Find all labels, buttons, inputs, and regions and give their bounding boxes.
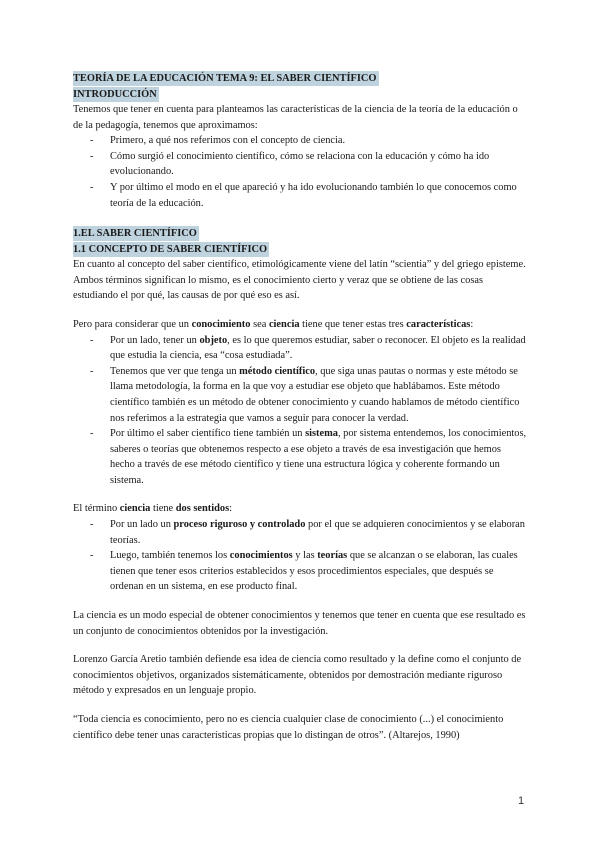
bold-term: características — [406, 318, 471, 330]
bold-term: ciencia — [119, 503, 151, 515]
paragraph: Lorenzo García Aretio también defiende esa idea de ciencia como resultado y la define como el conjunto de conocimientos objetivos, organizados sistemáticamente, obtenidos por demostración mediante riguroso método y expresados en un lenguaje propio. — [73, 654, 522, 697]
bold-term: sistema — [305, 428, 338, 440]
subsection-heading: 1.1 CONCEPTO DE SABER CIENTÍFICO — [73, 243, 268, 255]
list-item — [73, 517, 528, 548]
bold-term: proceso riguroso y controlado — [173, 519, 306, 531]
characteristics-list — [73, 333, 528, 489]
bold-term: conocimientos — [229, 550, 293, 562]
list-item — [73, 333, 528, 364]
text-run: Por último el saber científico tiene también un — [110, 428, 306, 440]
document-title: TEORÍA DE LA EDUCACIÓN TEMA 9: EL SABER CIENTÍFICO — [73, 73, 377, 84]
bold-term: dos sentidos — [175, 503, 230, 515]
text-run: Por un lado, tener un — [110, 334, 200, 346]
list-item — [73, 364, 528, 426]
paragraph: Ambos términos significan lo mismo, es el conocimiento cierto y veraz que se obtiene de las cosas estudiando el por qué, las causas de por qué eso es así. — [73, 274, 484, 302]
senses-list — [73, 517, 528, 595]
list-item — [73, 426, 528, 488]
section-heading: 1.EL SABER CIENTÍFICO — [73, 228, 197, 240]
text-run: Pero para considerar que un — [73, 318, 192, 330]
bold-term: objeto — [199, 334, 228, 346]
text-run: Luego, también tenemos los — [110, 550, 230, 562]
paragraph — [73, 317, 528, 333]
text-run: , que siga unas pautas o normas y este método se llama metodología, la forma en la que voy a estudiar ese objeto que hablábamos. Este método científico también es un método de obtener conocimiento y cuando hablamos de método científico nos referimos a la estrategia que vamos a seguir para conocer la verdad. — [110, 365, 520, 424]
intro-heading: INTRODUCCIÓN — [73, 88, 157, 100]
list-item: - Primero, a qué nos referimos con el concepto de ciencia. — [73, 133, 528, 149]
text-run: Por un lado un — [110, 519, 174, 531]
list-item — [73, 548, 528, 595]
paragraph — [73, 501, 528, 517]
text-run: tiene que tener estas tres — [299, 318, 407, 330]
text-run: El término — [73, 503, 120, 515]
text-run: por el que se adquieren conocimientos y se elaboran teorías. — [110, 519, 525, 546]
intro-list — [73, 133, 528, 211]
text-run: : — [470, 318, 474, 330]
text-run: y las — [292, 550, 318, 562]
text-run: tiene — [150, 503, 176, 515]
text-run: , por sistema entendemos, los conocimientos, saberes o teorías que obtenemos respecto a ese objeto a través de esa investigación que hemos hecho a través de ese método científico y tiene una estructura lógica y coherente formando un sistema. — [110, 428, 527, 486]
text-run: Tenemos que ver que tenga un — [110, 365, 240, 377]
paragraph: La ciencia es un modo especial de obtener conocimientos y tenemos que tener en cuenta que ese resultado es un conjunto de conocimientos obtenidos por la investigación. — [73, 610, 526, 637]
text-run: que se alcanzan o se elaboran, las cuales tienen que tener esos criterios establecidos y esos procedimientos especiales, que después se ordenan en un sistema, en ese producto final. — [110, 550, 518, 593]
page-number: 1 — [518, 795, 525, 807]
list-item: - Cómo surgió el conocimiento científico, cómo se relaciona con la educación y cómo ha ido evolucionando. — [73, 149, 528, 180]
text-run: sea — [250, 318, 269, 330]
text-run: : — [229, 503, 233, 515]
bold-term: conocimiento — [191, 318, 251, 330]
document-body — [73, 71, 528, 743]
intro-paragraph: Tenemos que tener en cuenta para planteamos las características de la ciencia de la teoría de la educación o de la pedagogía, tenemos que aproximamos: — [73, 104, 518, 131]
bold-term: ciencia — [268, 318, 300, 330]
quote-paragraph: “Toda ciencia es conocimiento, pero no es ciencia cualquier clase de conocimiento (...) el conocimiento científico debe tener unas características propias que lo distingan de otros”. (Altarejos, 1990) — [73, 714, 504, 741]
list-item: - Y por último el modo en el que apareció y ha ido evolucionando también lo que conocemos como teoría de la educación. — [73, 180, 528, 211]
paragraph: En cuanto al concepto del saber científico, etimológicamente viene del latín “scientia” y del griego episteme. — [73, 259, 526, 271]
bold-term: método científico — [239, 365, 316, 377]
text-run: , es lo que queremos estudiar, saber o reconocer. El objeto es la realidad que estudia la ciencia, esa “cosa estudiada”. — [110, 334, 526, 362]
bold-term: teorías — [317, 550, 348, 562]
